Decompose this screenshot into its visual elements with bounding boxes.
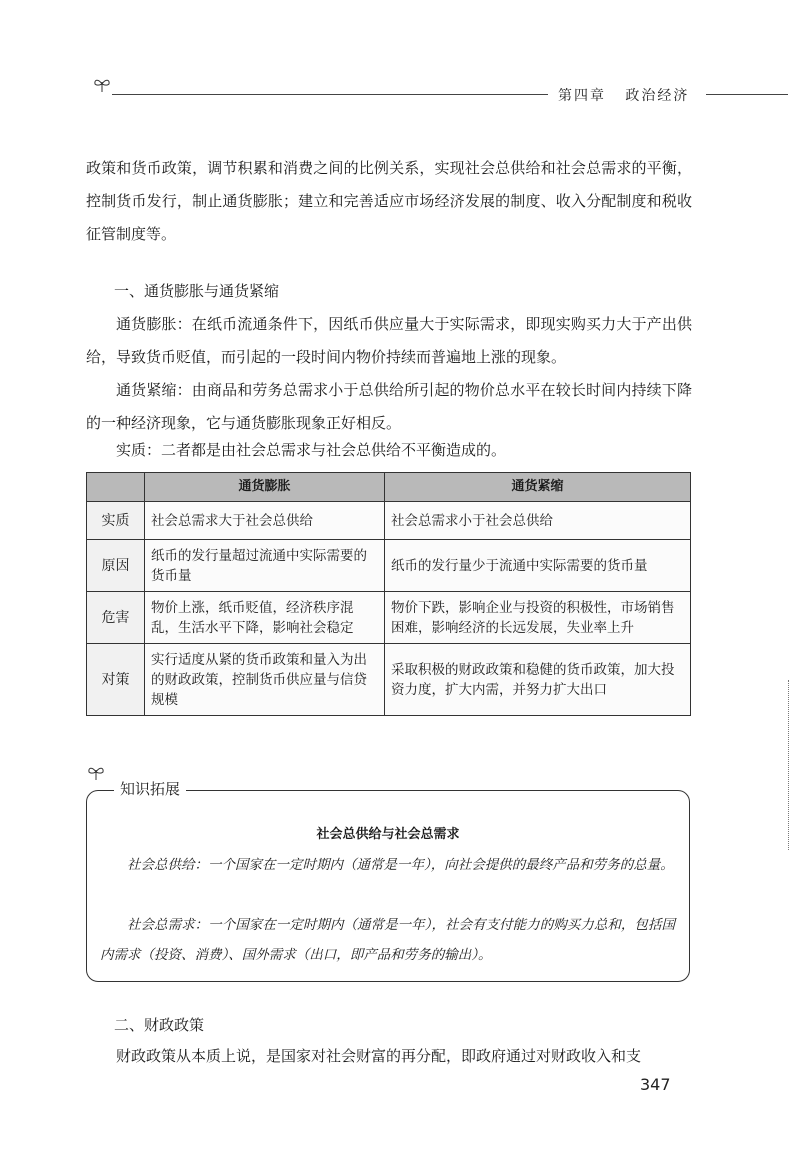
deflation-cell: 社会总需求小于社会总供给 xyxy=(385,502,691,540)
chapter-number: 第四章 xyxy=(558,88,606,104)
inflation-cell: 物价上涨，纸币贬值，经济秩序混乱，生活水平下降，影响社会稳定 xyxy=(145,592,385,644)
table-row xyxy=(87,502,691,540)
leaf-icon xyxy=(92,76,112,94)
header-rule-left xyxy=(112,94,548,95)
page-number: 347 xyxy=(640,1075,671,1094)
knowledge-extension-label: 知识拓展 xyxy=(114,778,186,799)
deflation-definition: 通货紧缩：由商品和劳务总需求小于总供给所引起的物价总水平在较长时间内持续下降的一种经济现象，它与通货膨胀现象正好相反。 xyxy=(86,381,692,432)
inflation-cell: 纸币的发行量超过流通中实际需要的货币量 xyxy=(145,540,385,592)
deflation-cell: 采取积极的财政政策和稳健的货币政策，加大投资力度，扩大内需，并努力扩大出口 xyxy=(385,644,691,716)
deflation-cell: 物价下跌，影响企业与投资的积极性，市场销售困难，影响经济的长远发展，失业率上升 xyxy=(385,592,691,644)
chapter-title: 政治经济 xyxy=(625,88,690,104)
table-header-row xyxy=(87,473,691,502)
aggregate-demand-definition: 社会总需求：一个国家在一定时期内（通常是一年），社会有支付能力的购买力总和，包括国内需求（投资、消费）、国外需求（出口，即产品和劳务的输出）。 xyxy=(100,917,675,963)
comparison-table xyxy=(86,472,691,716)
running-header xyxy=(558,85,689,105)
fiscal-policy-paragraph: 财政政策从本质上说，是国家对社会财富的再分配，即政府通过对财政收入和支 xyxy=(116,1047,642,1065)
table-row xyxy=(87,592,691,644)
header-rule-right xyxy=(706,94,788,95)
row-label: 对策 xyxy=(87,644,145,716)
section-heading-inflation: 一、通货膨胀与通货紧缩 xyxy=(114,282,280,300)
row-label: 原因 xyxy=(87,540,145,592)
inflation-cell: 社会总需求大于社会总供给 xyxy=(145,502,385,540)
table-header-cell: 通货紧缩 xyxy=(385,473,691,502)
inflation-definition: 通货膨胀：在纸币流通条件下，因纸币供应量大于实际需求，即现实购买力大于产出供给，导致货币贬值，而引起的一段时间内物价持续而普遍地上涨的现象。 xyxy=(86,315,692,366)
table-row xyxy=(87,540,691,592)
aggregate-supply-definition: 社会总供给：一个国家在一定时期内（通常是一年），向社会提供的最终产品和劳务的总量。 xyxy=(127,857,674,873)
table-row xyxy=(87,644,691,716)
row-label: 实质 xyxy=(87,502,145,540)
deflation-cell: 纸币的发行量少于流通中实际需要的货币量 xyxy=(385,540,691,592)
leaf-icon xyxy=(86,764,106,782)
margin-dotted-line xyxy=(788,680,789,850)
inflation-cell: 实行适度从紧的货币政策和量入为出的财政政策，控制货币供应量与信贷规模 xyxy=(145,644,385,716)
essence-statement: 实质：二者都是由社会总需求与社会总供给不平衡造成的。 xyxy=(116,441,507,459)
intro-paragraph: 政策和货币政策，调节积累和消费之间的比例关系，实现社会总供给和社会总需求的平衡，控制货币发行，制止通货膨胀；建立和完善适应市场经济发展的制度、收入分配制度和税收征管制度等。 xyxy=(86,159,692,243)
row-label: 危害 xyxy=(87,592,145,644)
table-header-cell xyxy=(87,473,145,502)
extension-title: 社会总供给与社会总需求 xyxy=(316,827,460,842)
section-heading-fiscal-policy: 二、财政政策 xyxy=(114,1016,205,1034)
table-header-cell: 通货膨胀 xyxy=(145,473,385,502)
